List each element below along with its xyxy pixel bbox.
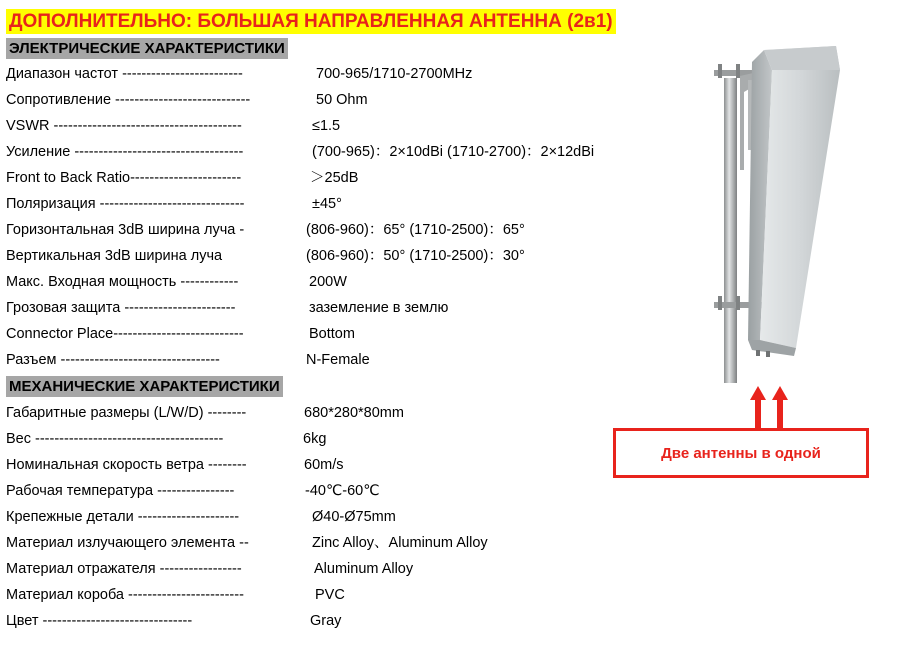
spec-label: Горизонтальная 3dB ширина луча -: [6, 222, 245, 238]
spec-label: Номинальная скорость ветра --------: [6, 457, 247, 473]
spec-value: 200W: [309, 274, 347, 290]
connector-2: [766, 351, 770, 357]
spec-value: (806-960)：50° (1710-2500)：30°: [306, 248, 525, 264]
connector-1: [756, 350, 760, 356]
mast-pole: [724, 78, 737, 383]
spec-value: ±45°: [312, 196, 342, 212]
spec-label: Материал излучающего элемента --: [6, 535, 249, 551]
spec-label: Цвет -------------------------------: [6, 613, 193, 629]
electrical-section-header: ЭЛЕКТРИЧЕСКИЕ ХАРАКТЕРИСТИКИ: [6, 38, 288, 59]
spec-value: ≤1.5: [312, 118, 341, 134]
spec-value: Gray: [310, 613, 342, 629]
spec-value: 60m/s: [304, 457, 344, 473]
spec-label: VSWR ---------------------------------------: [6, 118, 242, 134]
spec-label: Габаритные размеры (L/W/D) --------: [6, 405, 247, 421]
spec-label: Сопротивление ----------------------------: [6, 92, 251, 108]
antenna-radome: [760, 46, 840, 348]
spec-value: (806-960)：65° (1710-2500)：65°: [306, 222, 525, 238]
spec-value: 6kg: [303, 431, 327, 447]
spec-value: N-Female: [306, 352, 370, 368]
spec-value: 50 Ohm: [316, 92, 368, 108]
spec-value: PVC: [315, 587, 345, 603]
mechanical-section-header: МЕХАНИЧЕСКИЕ ХАРАКТЕРИСТИКИ: [6, 376, 283, 397]
callout-box: [613, 428, 869, 478]
spec-value: Aluminum Alloy: [314, 561, 414, 577]
page-title: ДОПОЛНИТЕЛЬНО: БОЛЬШАЯ НАПРАВЛЕННАЯ АНТЕННА (2в1): [6, 9, 616, 34]
spec-value: -40℃-60℃: [305, 483, 380, 499]
spec-label: Крепежные детали ---------------------: [6, 509, 240, 525]
spec-label: Front to Back Ratio-----------------------: [6, 170, 242, 186]
spec-label: Макс. Входная мощность ------------: [6, 274, 239, 290]
callout-text: Две антенны в одной: [661, 444, 821, 462]
spec-label: Рабочая температура ----------------: [6, 483, 235, 499]
spec-label: Разъем ---------------------------------: [6, 352, 220, 368]
spec-value: 700-965/1710-2700MHz: [316, 66, 473, 82]
spec-value: ＞25dB: [310, 170, 359, 186]
up-arrows-icon: [748, 384, 788, 428]
spec-label: Поляризация ------------------------------: [6, 196, 245, 212]
spec-label: Вес ---------------------------------------: [6, 431, 224, 447]
antenna-image: [690, 40, 860, 385]
spec-label: Грозовая защита -----------------------: [6, 300, 236, 316]
spec-label: Материал отражателя -----------------: [6, 561, 242, 577]
spec-label: Connector Place---------------------------: [6, 326, 244, 342]
spec-value: Ø40-Ø75mm: [312, 509, 396, 525]
spec-label: Вертикальная 3dB ширина луча: [6, 248, 223, 264]
spec-value: Bottom: [309, 326, 355, 342]
spec-value: 680*280*80mm: [304, 405, 404, 421]
spec-value: заземление в землю: [309, 300, 449, 316]
spec-label: Диапазон частот -------------------------: [6, 66, 243, 82]
spec-value: (700-965)：2×10dBi (1710-2700)：2×12dBi: [312, 144, 595, 160]
spec-label: Усиление -----------------------------------: [6, 144, 244, 160]
spec-label: Материал короба ------------------------: [6, 587, 244, 603]
spec-value: Zinc Alloy、Aluminum Alloy: [312, 535, 488, 551]
